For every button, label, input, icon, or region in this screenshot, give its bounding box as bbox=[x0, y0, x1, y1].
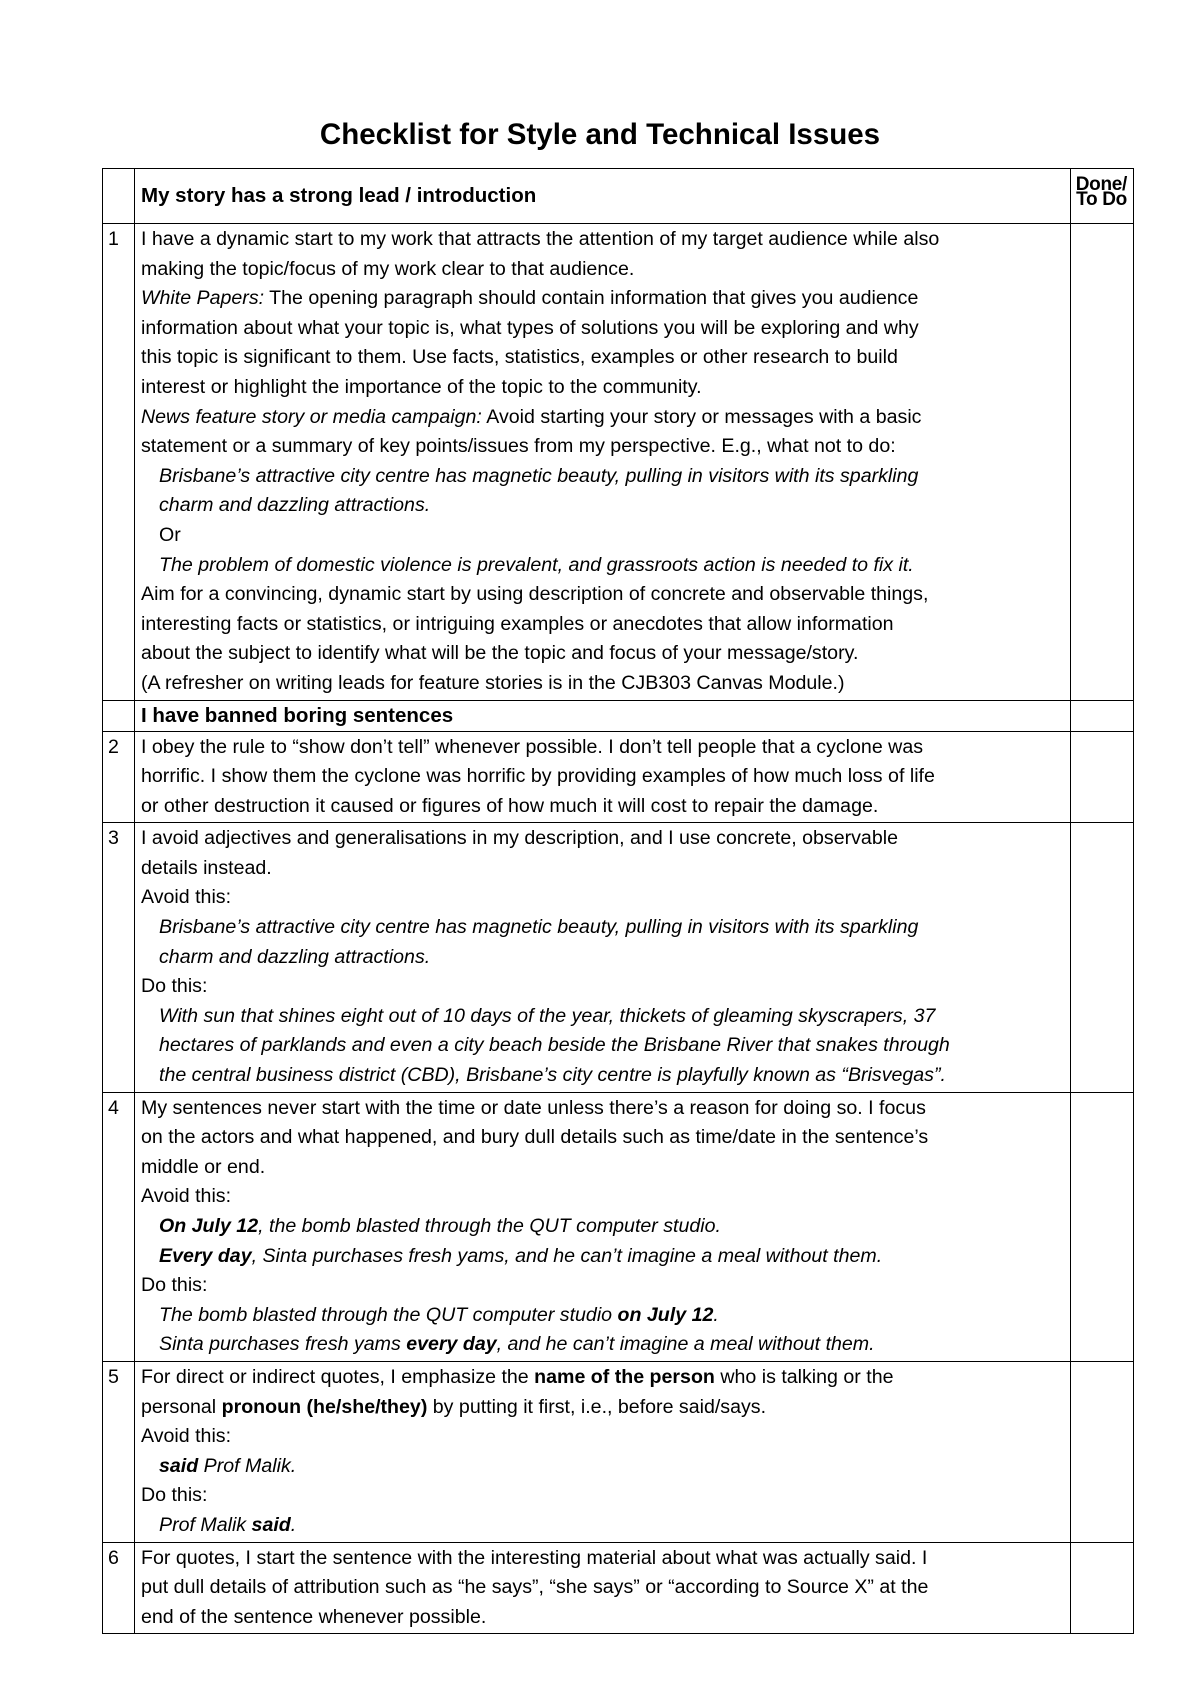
number-cell bbox=[103, 700, 135, 731]
avoid-label: Avoid this: bbox=[141, 1185, 232, 1208]
done-checkbox-cell[interactable] bbox=[1071, 823, 1134, 1092]
do-label: Do this: bbox=[141, 1274, 208, 1297]
emphasis-span: Every day bbox=[159, 1244, 252, 1267]
text-line: middle or end. bbox=[141, 1155, 266, 1178]
text-span: , Sinta purchases fresh yams, and he can’t imagine a meal without them. bbox=[251, 1244, 883, 1267]
text-line: on the actors and what happened, and bury dull details such as time/date in the sentence’s bbox=[141, 1126, 929, 1149]
emphasis-span: On July 12 bbox=[159, 1215, 259, 1237]
done-checkbox-cell[interactable] bbox=[1071, 1542, 1134, 1634]
italic-label: White Papers: bbox=[141, 287, 265, 310]
text-line: statement or a summary of key points/issues from my perspective. E.g., what not to do: bbox=[141, 435, 896, 458]
done-checkbox-cell[interactable] bbox=[1071, 700, 1134, 731]
text-line: or other destruction it caused or figures of how much it will cost to repair the damage. bbox=[141, 794, 879, 817]
text-line: I avoid adjectives and generalisations in my description, and I use concrete, observable bbox=[141, 827, 898, 850]
text-line: put dull details of attribution such as “he says”, “she says” or “according to Source X” at the bbox=[141, 1576, 929, 1599]
row-number: 4 bbox=[103, 1092, 135, 1361]
text-line: interest or highlight the importance of the topic to the community. bbox=[141, 375, 702, 398]
row-number: 6 bbox=[103, 1542, 135, 1634]
row-content bbox=[135, 224, 1071, 701]
emphasis-span: name of the person bbox=[534, 1365, 715, 1388]
example-line: charm and dazzling attractions. bbox=[159, 494, 431, 517]
example-line bbox=[141, 1452, 1065, 1482]
table-row bbox=[103, 1092, 1134, 1361]
text-span: For direct or indirect quotes, I emphasize the bbox=[141, 1365, 535, 1388]
text-line: (A refresher on writing leads for feature stories is in the CJB303 Canvas Module.) bbox=[141, 671, 845, 694]
text-line: this topic is significant to them. Use facts, statistics, examples or other research to build bbox=[141, 346, 898, 369]
emphasis-span: every day bbox=[406, 1333, 497, 1356]
example-line bbox=[141, 1511, 1065, 1541]
done-checkbox-cell[interactable] bbox=[1071, 1092, 1134, 1361]
done-header-line: Done/ bbox=[1075, 174, 1127, 195]
row-content bbox=[135, 731, 1071, 823]
row-number: 2 bbox=[103, 731, 135, 823]
example-line: charm and dazzling attractions. bbox=[159, 945, 431, 968]
todo-header-line: To Do bbox=[1076, 189, 1127, 210]
text-line bbox=[141, 403, 1065, 433]
avoid-label: Avoid this: bbox=[141, 1425, 232, 1448]
text-span: Prof Malik. bbox=[198, 1454, 297, 1477]
text-line: I obey the rule to “show don’t tell” whenever possible. I don’t tell people that a cyclone was bbox=[141, 735, 924, 758]
section-heading-sentences: I have banned boring sentences bbox=[135, 700, 1071, 731]
text-line: My sentences never start with the time or date unless there’s a reason for doing so. I focus bbox=[141, 1096, 926, 1119]
text-span: The bomb blasted through the QUT computer studio bbox=[159, 1303, 618, 1326]
row-number: 1 bbox=[103, 224, 135, 701]
emphasis-span: said bbox=[159, 1454, 199, 1477]
row-content bbox=[135, 823, 1071, 1092]
done-todo-header bbox=[1071, 169, 1134, 224]
text-span: , and he can’t imagine a meal without them. bbox=[496, 1333, 875, 1356]
avoid-label: Avoid this: bbox=[141, 886, 232, 909]
page-title: Checklist for Style and Technical Issues bbox=[319, 118, 881, 151]
italic-label: News feature story or media campaign: bbox=[141, 405, 482, 428]
text-span: by putting it first, i.e., before said/says. bbox=[427, 1395, 767, 1418]
text-line: end of the sentence whenever possible. bbox=[141, 1605, 487, 1628]
text-line: interesting facts or statistics, or intriguing examples or anecdotes that allow information bbox=[141, 612, 894, 635]
example-line: The problem of domestic violence is prevalent, and grassroots action is needed to fix it. bbox=[159, 553, 914, 576]
table-row bbox=[103, 731, 1134, 823]
text-line: For quotes, I start the sentence with the interesting material about what was actually said. I bbox=[141, 1546, 928, 1569]
done-checkbox-cell[interactable] bbox=[1071, 224, 1134, 701]
row-content bbox=[135, 1092, 1071, 1361]
example-line: Brisbane’s attractive city centre has magnetic beauty, pulling in visitors with its sparkling bbox=[159, 916, 919, 939]
or-line: Or bbox=[159, 523, 181, 546]
example-line: hectares of parklands and even a city beach beside the Brisbane River that snakes through bbox=[159, 1034, 950, 1057]
example-line: Brisbane’s attractive city centre has magnetic beauty, pulling in visitors with its sparkling bbox=[159, 464, 919, 487]
table-header-row bbox=[103, 169, 1134, 224]
example-line bbox=[141, 1301, 1065, 1331]
text-span: . bbox=[290, 1513, 297, 1536]
text-line: details instead. bbox=[141, 856, 272, 879]
section-row bbox=[103, 700, 1134, 731]
row-content bbox=[135, 1361, 1071, 1542]
emphasis-span: on July 12 bbox=[617, 1303, 714, 1326]
example-line bbox=[141, 1242, 1065, 1272]
text-line bbox=[141, 1393, 1065, 1423]
do-label: Do this: bbox=[141, 975, 208, 998]
checklist-table bbox=[102, 168, 1134, 1634]
number-cell bbox=[103, 169, 135, 224]
text-line: Aim for a convincing, dynamic start by using description of concrete and observable things, bbox=[141, 583, 929, 606]
row-number: 3 bbox=[103, 823, 135, 1092]
table-row bbox=[103, 1542, 1134, 1634]
text-span: personal bbox=[141, 1395, 222, 1418]
example-line: the central business district (CBD), Brisbane’s city centre is playfully known as “Brisvegas”. bbox=[159, 1064, 946, 1087]
text-line: I have a dynamic start to my work that attracts the attention of my target audience while also bbox=[141, 228, 940, 250]
text-span: Sinta purchases fresh yams bbox=[159, 1333, 407, 1356]
table-row bbox=[103, 224, 1134, 701]
section-heading-lead: My story has a strong lead / introduction bbox=[135, 169, 1071, 224]
do-label: Do this: bbox=[141, 1484, 208, 1507]
row-content bbox=[135, 1542, 1071, 1634]
done-checkbox-cell[interactable] bbox=[1071, 1361, 1134, 1542]
text-line: information about what your topic is, what types of solutions you will be exploring and why bbox=[141, 316, 919, 339]
text-span: Avoid starting your story or messages with a basic bbox=[481, 405, 922, 428]
text-span: Prof Malik bbox=[159, 1513, 252, 1536]
emphasis-span: said bbox=[251, 1513, 291, 1536]
emphasis-span: pronoun (he/she/they) bbox=[221, 1395, 428, 1418]
text-span: The opening paragraph should contain information that gives you audience bbox=[264, 287, 919, 310]
example-line bbox=[141, 1330, 1065, 1360]
text-line bbox=[141, 284, 1065, 314]
row-number: 5 bbox=[103, 1361, 135, 1542]
table-row bbox=[103, 823, 1134, 1092]
example-line: With sun that shines eight out of 10 days of the year, thickets of gleaming skyscrapers, 37 bbox=[159, 1004, 936, 1027]
text-span: , the bomb blasted through the QUT computer studio. bbox=[258, 1215, 721, 1237]
text-line: horrific. I show them the cyclone was horrific by providing examples of how much loss of life bbox=[141, 765, 935, 788]
text-line bbox=[141, 1363, 1065, 1393]
text-line: about the subject to identify what will be the topic and focus of your message/story. bbox=[141, 642, 859, 665]
example-line bbox=[141, 1212, 1065, 1242]
text-span: . bbox=[713, 1303, 719, 1326]
table-row bbox=[103, 1361, 1134, 1542]
done-checkbox-cell[interactable] bbox=[1071, 731, 1134, 823]
text-line: making the topic/focus of my work clear to that audience. bbox=[141, 257, 635, 280]
text-span: who is talking or the bbox=[714, 1365, 894, 1388]
